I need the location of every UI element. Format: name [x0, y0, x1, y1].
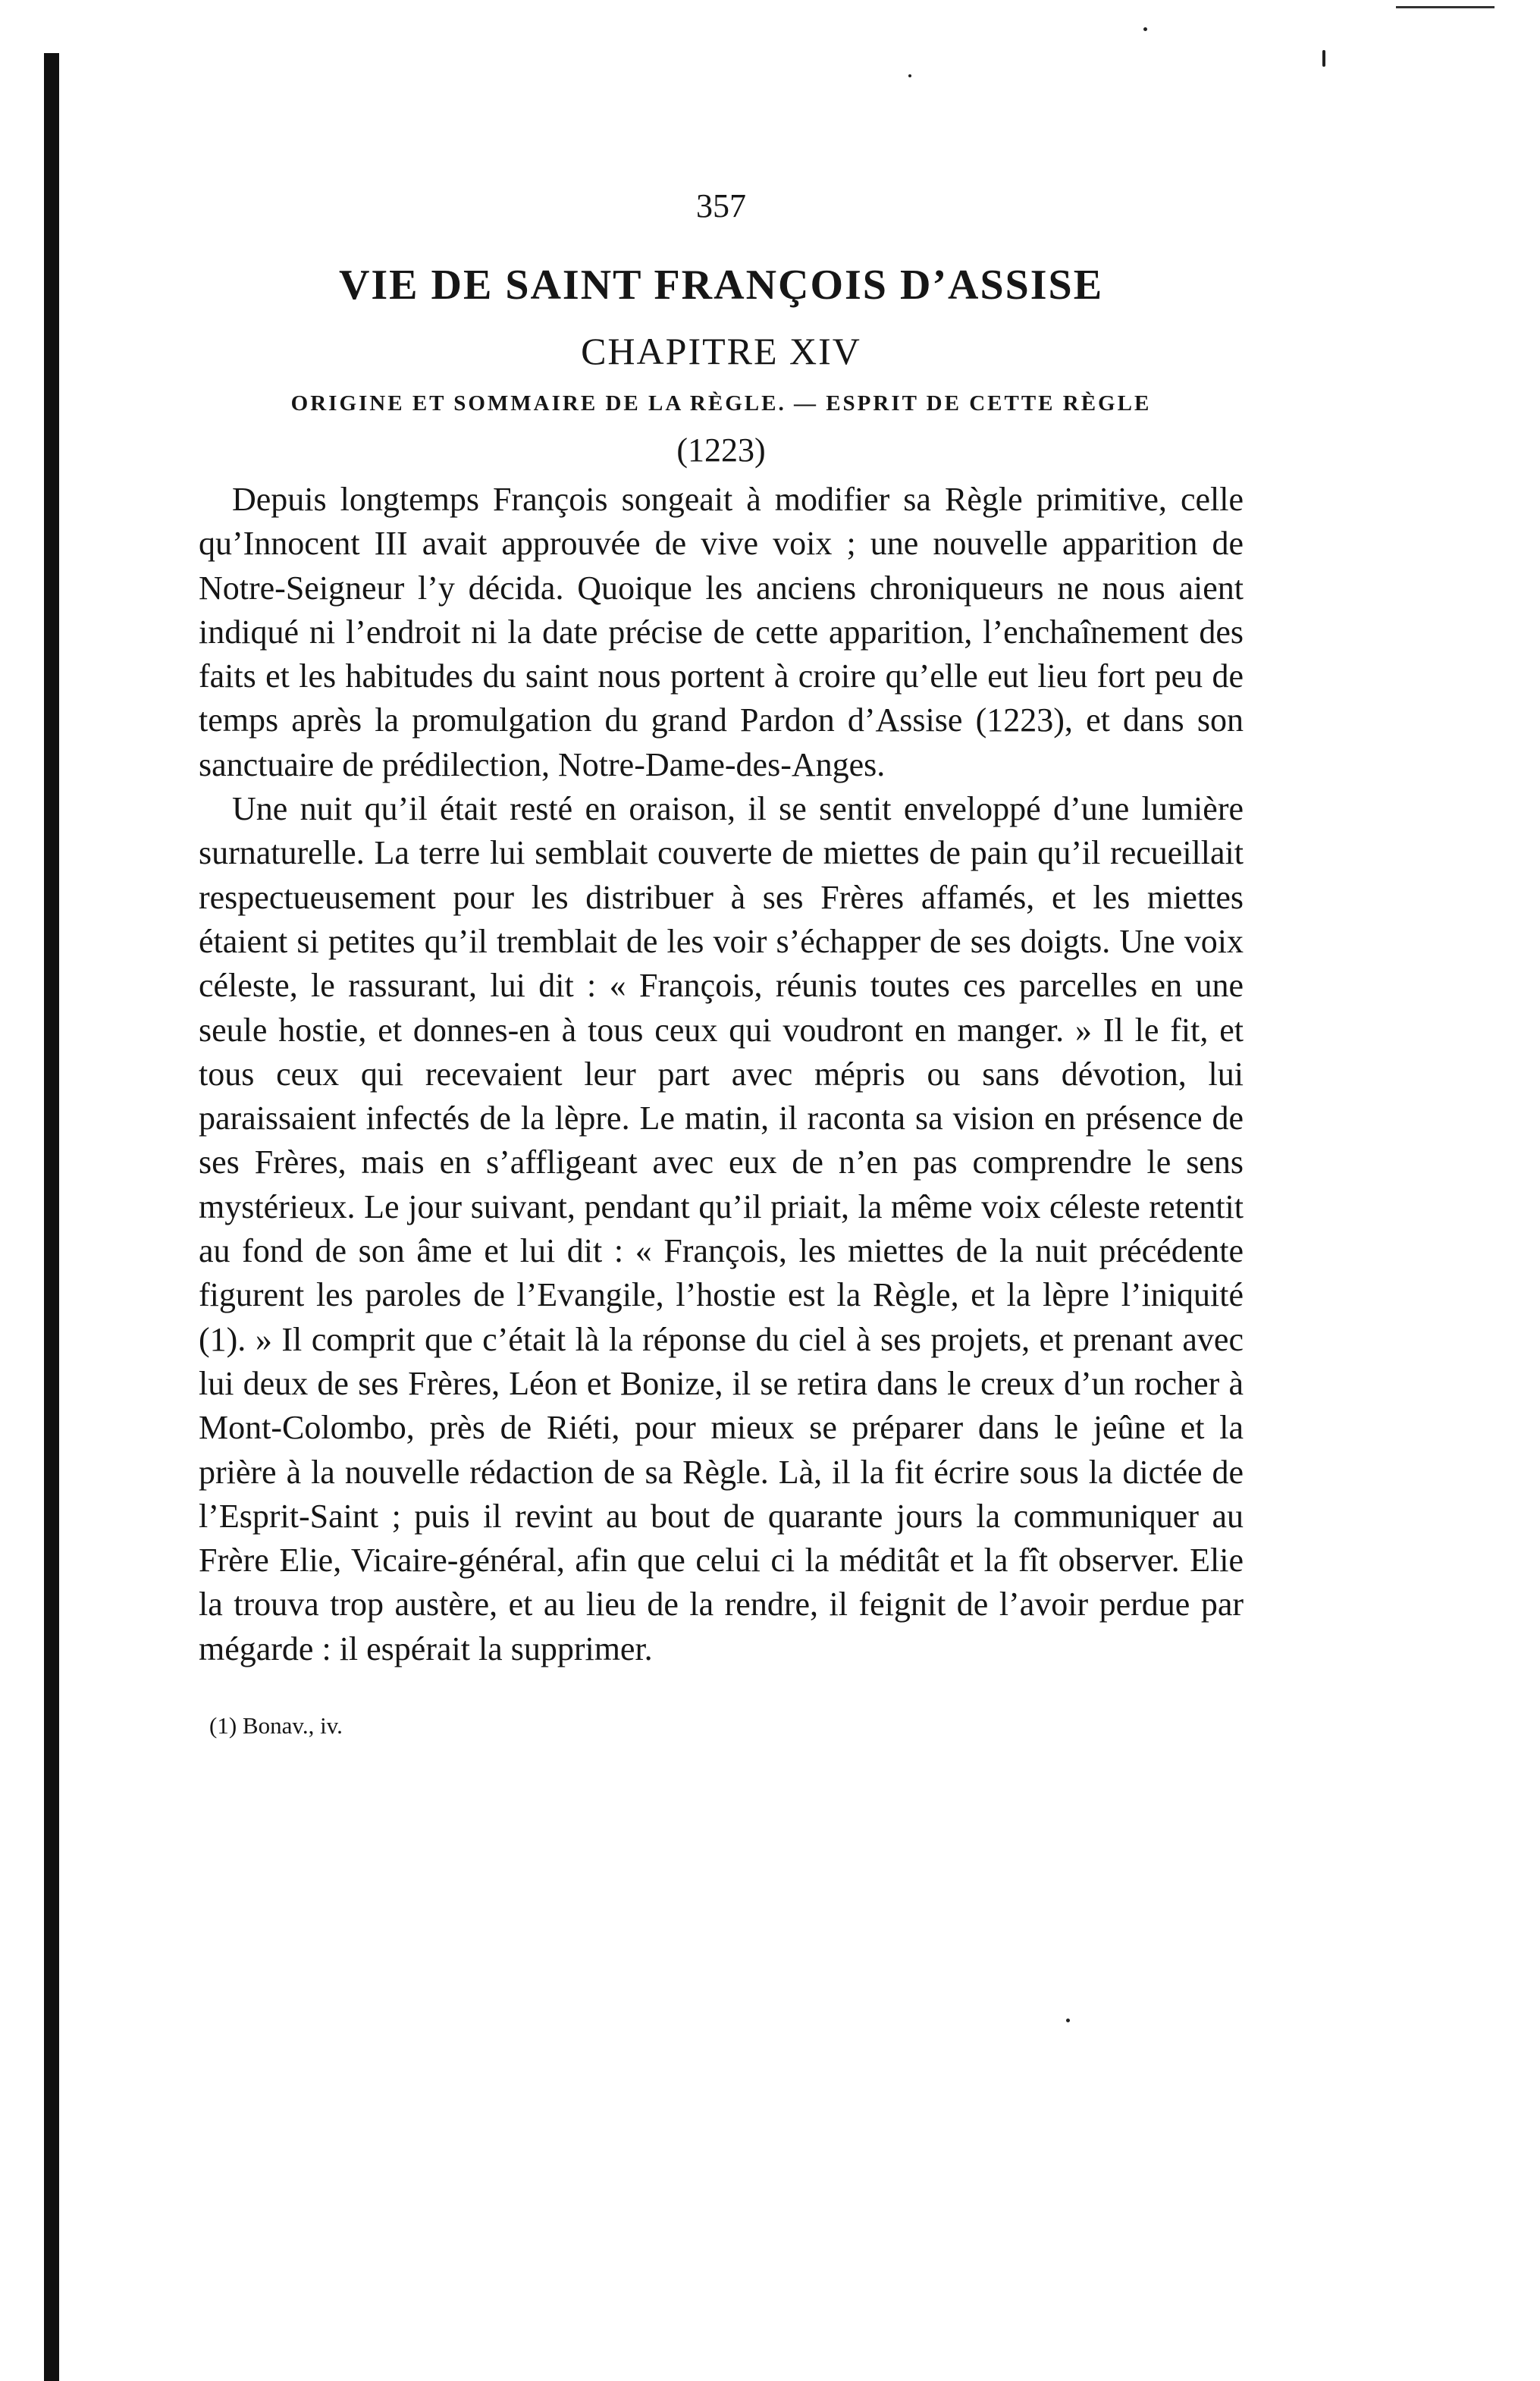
chapter-summary: ORIGINE ET SOMMAIRE DE LA RÈGLE. — ESPRIT DE CETTE RÈGLE	[290, 391, 1152, 416]
body-paragraph: Une nuit qu’il était resté en oraison, il se sentit enveloppé d’une lumière surnaturelle. La terre lui semblait couverte de miettes de pain qu’il recueillait respectueusement pour les distribuer à ses Frères affamés, et les miettes étaient si petites qu’il tremblait de les voir s’échapper de ses doigts. Une voix céleste, le rassurant, lui dit : « François, réunis toutes ces parcelles en une seule hostie, et donnes-en à tous ceux qui voudront en manger. » Il le fit, et tous ceux qui recevaient leur part avec mépris ou sans dévotion, lui paraissaient infectés de la lèpre. Le matin, il raconta sa vision en présence de ses Frères, mais en s’affligeant avec eux de n’en pas comprendre le sens mystérieux. Le jour suivant, pendant qu’il priait, la même voix céleste retentit au fond de son âme et lui dit : « François, les miettes de la nuit précédente figurent les paroles de l’Evangile, l’hostie est la Règle, et la lèpre l’iniquité (1). » Il comprit que c’était là la réponse du ciel à ses projets, et prenant avec lui deux de ses Frères, Léon et Bonize, il se retira dans le creux d’un rocher à Mont-Colombo, près de Riéti, pour mieux se préparer dans le jeûne et la prière à la nouvelle rédaction de sa Règle. Là, il la fit écrire sous la dictée de l’Esprit-Saint ; puis il revint au bout de quarante jours la communiquer au Frère Elie, Vicaire-général, afin que celui ci la méditât et la fît observer. Elie la trouva trop austère, et au lieu de la rendre, il feignit de l’avoir perdue par mégarde : il espérait la supprimer.	[199, 790, 1244, 1667]
scan-speck	[1322, 50, 1325, 67]
scan-speck	[1066, 2019, 1070, 2022]
scan-speck	[908, 74, 911, 77]
body-paragraph: Depuis longtemps François songeait à modifier sa Règle primitive, celle qu’Innocent III avait approuvée de vive voix ; une nouvelle apparition de Notre-Seigneur l’y décida. Quoique les anciens chroniqueurs ne nous aient indiqué ni l’endroit ni la date précise de cette apparition, l’enchaînement des faits et les habitudes du saint nous portent à croire qu’elle eut lieu fort peu de temps après la promulgation du grand Pardon d’Assise (1223), et dans son sanctuaire de prédilection, Notre-Dame-des-Anges.	[199, 481, 1244, 783]
chapter-year: (1223)	[676, 431, 766, 469]
scan-margin-bar	[44, 53, 59, 2381]
scan-top-rule	[1396, 6, 1495, 8]
page-number: 357	[696, 187, 746, 224]
chapter-heading: CHAPITRE XIV	[581, 330, 861, 372]
book-title: VIE DE SAINT FRANÇOIS D’ASSISE	[338, 262, 1104, 309]
scan-speck	[1143, 27, 1147, 31]
footnote: (1) Bonav., iv.	[209, 1712, 343, 1739]
book-page	[199, 184, 1244, 1741]
